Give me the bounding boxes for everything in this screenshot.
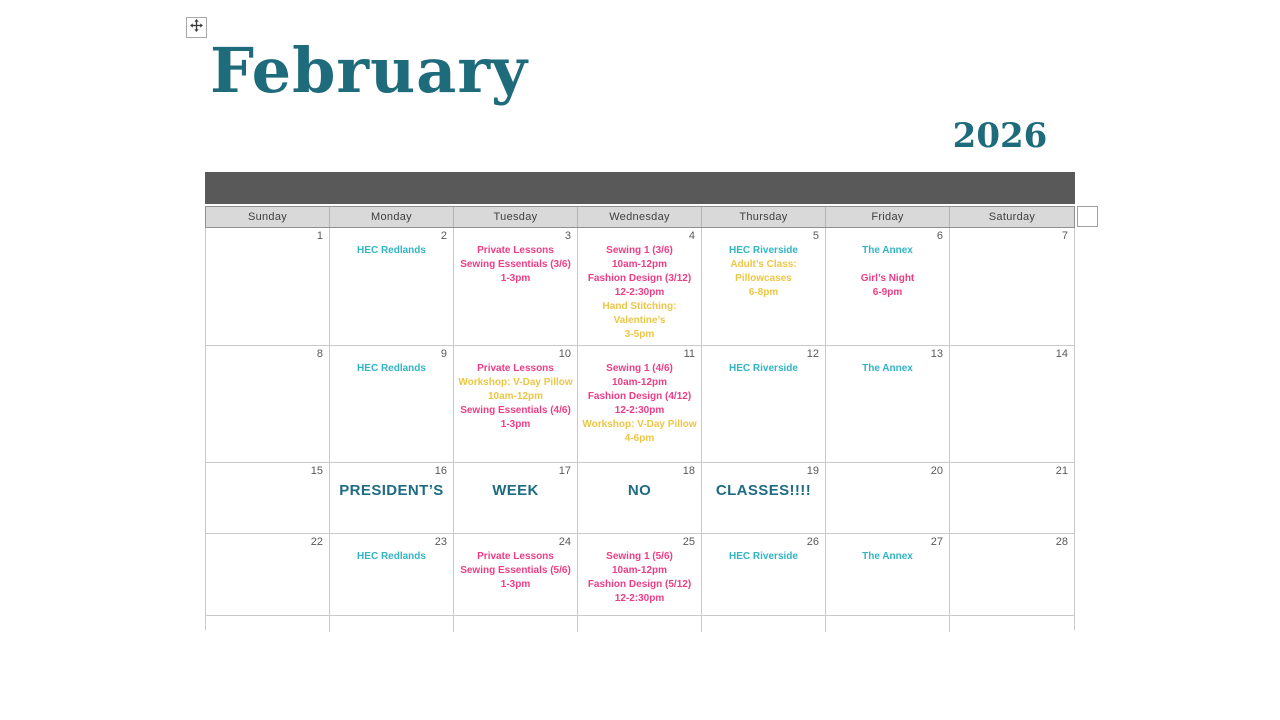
event-line: 10am-12pm	[611, 565, 668, 576]
event-line: 6-9pm	[872, 287, 903, 298]
event-line: Sewing Essentials (4/6)	[460, 405, 571, 416]
day-number: 20	[930, 465, 943, 477]
event-line: Private Lessons	[477, 363, 554, 374]
weekday-header-saturday: Saturday	[988, 211, 1036, 223]
event-line: 1-3pm	[500, 273, 531, 284]
day-number: 7	[1061, 230, 1068, 242]
day-cell[interactable]	[950, 463, 1074, 533]
day-number: 15	[310, 465, 323, 477]
day-number: 6	[936, 230, 943, 242]
day-cell[interactable]	[330, 616, 454, 632]
year-label: 2026	[952, 116, 1048, 156]
day-cell[interactable]	[578, 616, 702, 632]
table-end-cell-marker	[1077, 206, 1098, 227]
day-cell[interactable]	[702, 534, 826, 615]
day-cell[interactable]	[950, 616, 1074, 632]
calendar-week-row	[205, 346, 1075, 463]
day-number: 16	[434, 465, 447, 477]
event-line: Workshop: V-Day Pillow	[582, 419, 697, 430]
event-line: 10am-12pm	[611, 259, 668, 270]
day-number: 4	[688, 230, 695, 242]
event-line: Fashion Design (3/12)	[587, 273, 692, 284]
day-cell[interactable]	[454, 534, 578, 615]
event-line: Sewing Essentials (3/6)	[460, 259, 571, 270]
event-line: 1-3pm	[500, 419, 531, 430]
event-line: The Annex	[862, 551, 913, 562]
day-cell[interactable]	[454, 463, 578, 533]
page-title: February	[210, 34, 529, 107]
event-line: HEC Redlands	[357, 551, 426, 562]
day-cell[interactable]	[578, 346, 702, 462]
day-cell[interactable]	[206, 346, 330, 462]
day-cell[interactable]	[702, 346, 826, 462]
event-line: HEC Redlands	[357, 245, 426, 256]
event-line: Sewing 1 (4/6)	[606, 363, 673, 374]
day-number: 19	[806, 465, 819, 477]
calendar-week-row	[205, 228, 1075, 346]
event-line: HEC Riverside	[729, 551, 798, 562]
day-cell[interactable]	[454, 346, 578, 462]
event-line: 4-6pm	[624, 433, 655, 444]
day-number: 23	[434, 536, 447, 548]
no-classes-text: NO	[627, 482, 652, 499]
day-cell[interactable]	[826, 534, 950, 615]
event-line: Sewing 1 (5/6)	[606, 551, 673, 562]
day-cell[interactable]	[206, 616, 330, 632]
day-cell[interactable]	[950, 346, 1074, 462]
day-cell[interactable]	[206, 463, 330, 533]
day-cell[interactable]	[950, 228, 1074, 345]
day-cell[interactable]	[578, 534, 702, 615]
event-line: 6-8pm	[748, 287, 779, 298]
weekday-header-friday: Friday	[826, 207, 950, 227]
day-number: 13	[930, 348, 943, 360]
day-number: 28	[1055, 536, 1068, 548]
day-number: 26	[806, 536, 819, 548]
weekday-header-thursday: Thursday	[702, 207, 826, 227]
day-number: 10	[558, 348, 571, 360]
event-line: Fashion Design (4/12)	[587, 391, 692, 402]
event-line: Adult’s Class:	[730, 259, 797, 270]
day-number: 25	[682, 536, 695, 548]
no-classes-text: WEEK	[492, 482, 539, 499]
event-line: HEC Redlands	[357, 363, 426, 374]
day-number: 5	[812, 230, 819, 242]
event-line: The Annex	[862, 363, 913, 374]
day-number: 12	[806, 348, 819, 360]
day-number: 14	[1055, 348, 1068, 360]
event-line: HEC Riverside	[729, 363, 798, 374]
event-line: Valentine’s	[613, 315, 666, 326]
day-cell[interactable]	[330, 534, 454, 615]
table-move-handle[interactable]	[186, 17, 207, 38]
weekday-header-wednesday: Wednesday	[578, 207, 702, 227]
event-line: Workshop: V-Day Pillow	[458, 377, 573, 388]
event-line: HEC Riverside	[729, 245, 798, 256]
day-number: 18	[682, 465, 695, 477]
weekday-header-monday: Monday	[330, 207, 454, 227]
day-number: 3	[564, 230, 571, 242]
table-move-handle-icon	[190, 19, 203, 37]
day-cell[interactable]	[330, 463, 454, 533]
day-cell[interactable]	[578, 228, 702, 345]
calendar-table	[205, 172, 1075, 630]
no-classes-text: PRESIDENT’S	[339, 482, 444, 499]
event-line: Private Lessons	[477, 551, 554, 562]
day-cell[interactable]	[206, 534, 330, 615]
day-number: 11	[683, 348, 695, 360]
event-line: 12-2:30pm	[614, 405, 665, 416]
day-number: 21	[1055, 465, 1068, 477]
day-cell[interactable]	[454, 616, 578, 632]
weekday-header-tuesday: Tuesday	[454, 207, 578, 227]
day-cell[interactable]	[330, 346, 454, 462]
day-cell[interactable]	[206, 228, 330, 345]
event-line: Sewing Essentials (5/6)	[460, 565, 571, 576]
event-line: 12-2:30pm	[614, 593, 665, 604]
event-line: Private Lessons	[477, 245, 554, 256]
day-cell[interactable]	[454, 228, 578, 345]
calendar-week-row	[205, 616, 1075, 630]
event-line: Sewing 1 (3/6)	[606, 245, 673, 256]
weekday-header-sunday: Sunday	[206, 207, 330, 227]
event-line: Girl’s Night	[860, 273, 915, 284]
event-line: 3-5pm	[624, 329, 655, 340]
day-cell[interactable]	[702, 463, 826, 533]
event-line: Pillowcases	[735, 273, 792, 284]
weekday-header-row	[205, 206, 1075, 228]
calendar-banner	[205, 172, 1075, 204]
no-classes-text: CLASSES!!!!	[715, 482, 812, 499]
day-number: 9	[440, 348, 447, 360]
day-cell[interactable]	[826, 346, 950, 462]
event-line: Fashion Design (5/12)	[587, 579, 692, 590]
event-line: 1-3pm	[500, 579, 531, 590]
event-line: The Annex	[862, 245, 913, 256]
day-number: 1	[316, 230, 323, 242]
day-cell[interactable]	[702, 616, 826, 632]
day-cell[interactable]	[578, 463, 702, 533]
calendar-week-row	[205, 534, 1075, 616]
day-number: 8	[316, 348, 323, 360]
day-number: 2	[440, 230, 447, 242]
day-number: 24	[558, 536, 571, 548]
day-cell[interactable]	[826, 463, 950, 533]
event-line: 10am-12pm	[487, 391, 544, 402]
day-cell[interactable]	[950, 534, 1074, 615]
day-number: 27	[930, 536, 943, 548]
day-cell[interactable]	[702, 228, 826, 345]
day-number: 17	[558, 465, 571, 477]
day-cell[interactable]	[826, 616, 950, 632]
calendar-grid	[205, 228, 1075, 630]
event-line: Hand Stitching:	[602, 301, 677, 312]
day-number: 22	[310, 536, 323, 548]
event-line: 10am-12pm	[611, 377, 668, 388]
day-cell[interactable]	[826, 228, 950, 345]
day-cell[interactable]	[330, 228, 454, 345]
event-line	[826, 258, 949, 272]
calendar-week-row	[205, 463, 1075, 534]
event-line: 12-2:30pm	[614, 287, 665, 298]
